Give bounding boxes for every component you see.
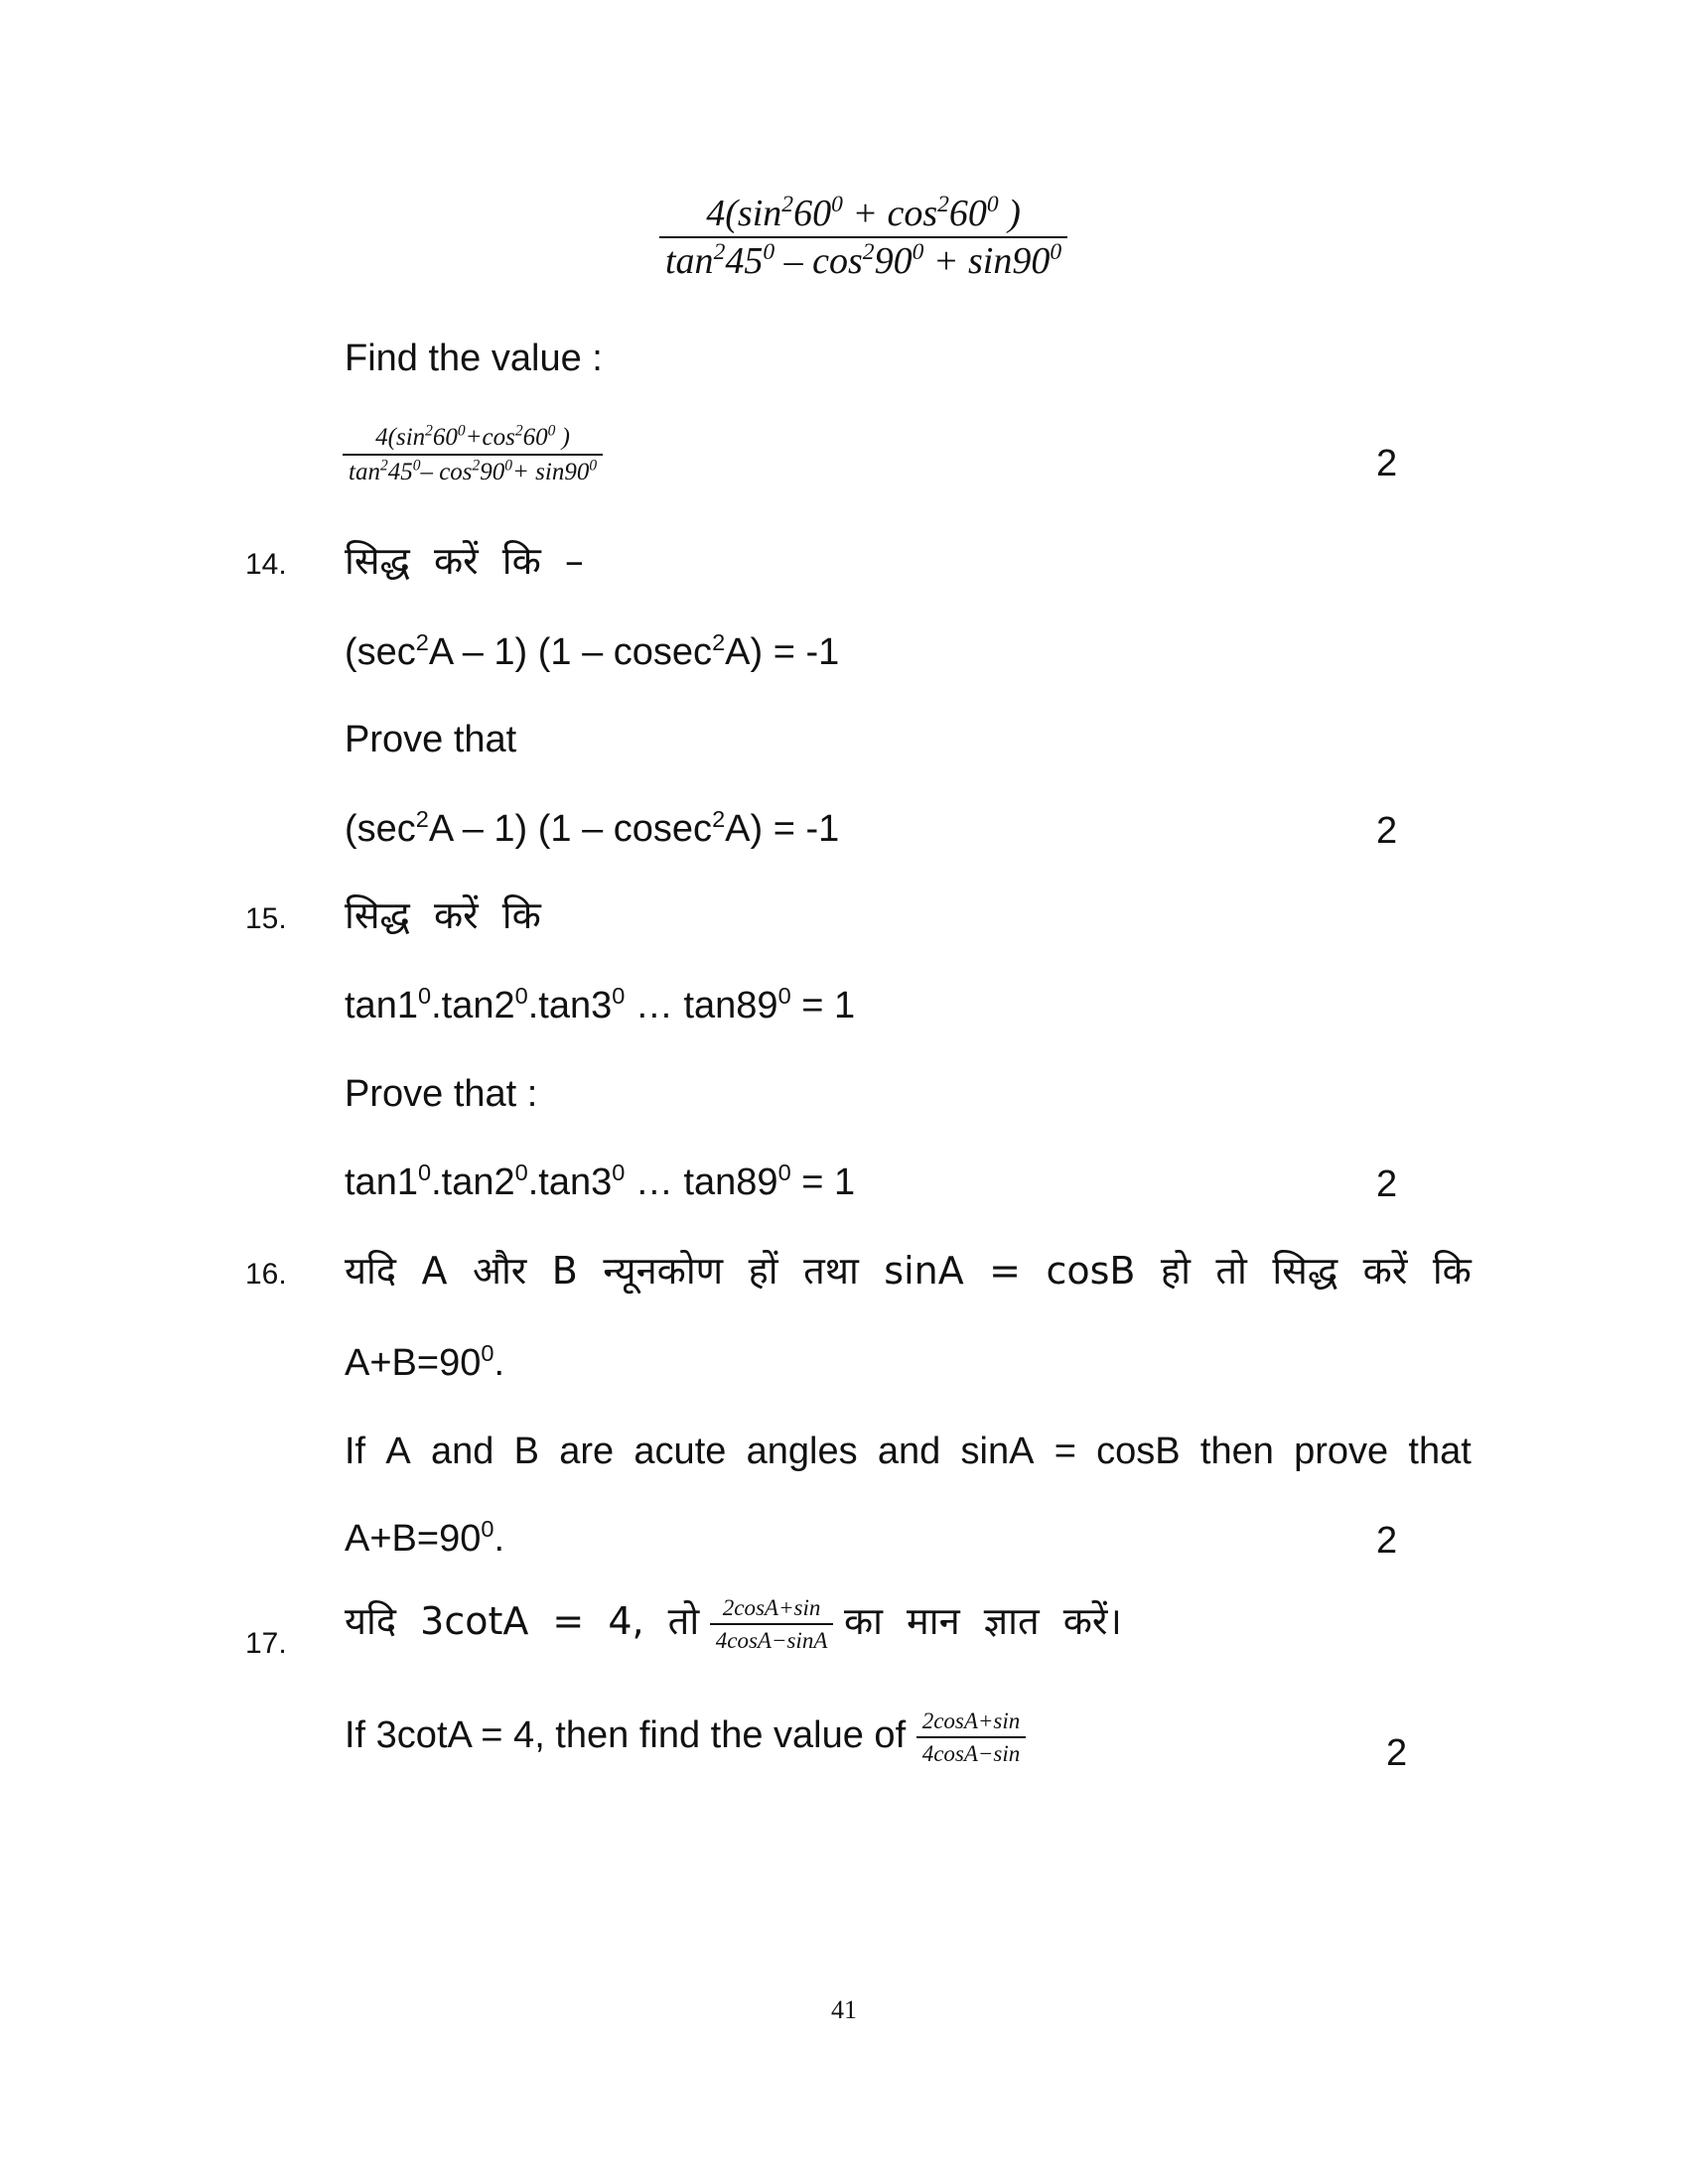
equation: [345, 628, 840, 673]
math-text: sin: [395, 424, 426, 451]
result: [345, 1515, 505, 1560]
find-value-label: Find the value :: [345, 338, 603, 379]
superscript: 0: [412, 457, 421, 475]
math-text: 2cosA+sin: [722, 1595, 821, 1620]
math-text: 2cosA+sin: [921, 1708, 1021, 1733]
word: हों: [748, 1249, 778, 1293]
equation: [345, 1159, 856, 1203]
superscript: 0: [457, 422, 466, 440]
math-text: A) = -1: [725, 631, 840, 673]
word: हो: [1160, 1249, 1191, 1293]
math-text: – cos: [420, 459, 473, 485]
math-text: 4(: [375, 424, 396, 451]
english-prefix: If 3cotA = 4, then find the value of: [345, 1714, 907, 1757]
superscript: 2: [415, 628, 429, 655]
denominator: [710, 1623, 834, 1652]
equation: [345, 805, 840, 850]
math-text: .: [493, 1518, 505, 1560]
word: sinA: [884, 1249, 964, 1293]
math-text: .tan3: [527, 1161, 613, 1203]
fraction: [343, 422, 603, 485]
word: और: [472, 1249, 527, 1293]
math-text: tan: [349, 459, 380, 485]
equation: [345, 982, 856, 1026]
superscript: 2: [712, 805, 726, 832]
superscript: 0: [986, 191, 999, 217]
word: B: [551, 1249, 578, 1293]
word: angles: [746, 1431, 858, 1472]
fraction: [710, 1596, 834, 1652]
math-text: .tan3: [527, 985, 613, 1026]
word: then: [1199, 1431, 1274, 1472]
math-text: + sin90: [512, 459, 590, 485]
superscript: 0: [417, 982, 432, 1009]
math-text: = 1: [790, 985, 856, 1026]
math-text: A – 1) (1 – cosec: [428, 631, 713, 673]
superscript: 0: [514, 1159, 528, 1185]
superscript: 0: [912, 238, 924, 265]
math-text: A+B=90: [345, 1342, 482, 1384]
hindi-line: [345, 1596, 1122, 1652]
word: cosB: [1046, 1249, 1136, 1293]
word: that: [1408, 1431, 1472, 1472]
math-text: tan1: [345, 1161, 418, 1203]
math-text: A) = -1: [725, 808, 840, 850]
math-text: … tan89: [625, 1161, 778, 1203]
math-text: tan1: [345, 985, 418, 1026]
superscript: 0: [612, 1159, 626, 1185]
superscript: 2: [415, 805, 429, 832]
header-formula: [659, 191, 1067, 282]
superscript: 0: [831, 191, 843, 217]
denominator: [343, 454, 603, 484]
superscript: 0: [547, 422, 556, 440]
hindi-suffix: का मान ज्ञात करें।: [843, 1599, 1122, 1644]
superscript: 0: [481, 1515, 494, 1542]
word: तो: [1215, 1249, 1247, 1293]
math-text: 4cosA−sin: [921, 1741, 1021, 1766]
word: cosB: [1096, 1431, 1181, 1472]
question-number: 15.: [245, 902, 287, 935]
math-text: ): [555, 424, 570, 451]
word: सिद्ध: [1272, 1249, 1338, 1293]
word: यदि: [345, 1249, 397, 1293]
page-number: 41: [831, 1995, 857, 2024]
superscript: 0: [612, 982, 626, 1009]
math-text: +cos: [465, 424, 515, 451]
math-text: 4cosA−sinA: [715, 1628, 828, 1653]
superscript: 0: [514, 982, 528, 1009]
superscript: 2: [937, 191, 949, 217]
superscript: 2: [713, 238, 726, 265]
superscript: 2: [514, 422, 523, 440]
math-text: tan: [665, 240, 714, 282]
marks: 2: [1376, 1163, 1398, 1205]
q13-formula: [343, 422, 603, 485]
word: B: [513, 1431, 539, 1472]
word: कि: [1432, 1249, 1472, 1293]
marks: 2: [1376, 810, 1398, 852]
word: If: [345, 1431, 366, 1472]
math-text: .: [493, 1342, 505, 1384]
question-number: 17.: [245, 1627, 287, 1660]
math-text: (sec: [345, 808, 416, 850]
word: prove: [1294, 1431, 1389, 1472]
hindi-text: सिद्ध करें कि –: [345, 539, 584, 583]
word: and: [430, 1431, 494, 1472]
math-text: (sec: [345, 631, 416, 673]
word: A: [385, 1431, 411, 1472]
superscript: 2: [862, 238, 875, 265]
fraction: [659, 191, 1067, 282]
word: A: [421, 1249, 448, 1293]
math-text: 60: [522, 424, 548, 451]
question-number: 14.: [245, 548, 287, 581]
word: करें: [1362, 1249, 1408, 1293]
math-text: 45: [725, 240, 764, 282]
math-text: A – 1) (1 – cosec: [428, 808, 713, 850]
math-text: .tan2: [431, 1161, 515, 1203]
superscript: 0: [417, 1159, 432, 1185]
numerator: [916, 1709, 1027, 1736]
english-text: [345, 1433, 1472, 1470]
math-text: A+B=90: [345, 1518, 482, 1560]
math-text: 90: [874, 240, 913, 282]
math-text: 45: [387, 459, 413, 485]
math-text: 60: [432, 424, 458, 451]
numerator: [717, 1596, 827, 1623]
math-text: ): [998, 193, 1021, 234]
word: =: [989, 1249, 1022, 1293]
math-text: = 1: [790, 1161, 856, 1203]
math-text: sin: [737, 193, 782, 234]
math-text: 60: [793, 193, 832, 234]
word: are: [559, 1431, 615, 1472]
word: तथा: [803, 1249, 859, 1293]
superscript: 2: [379, 457, 388, 475]
superscript: 0: [589, 457, 598, 475]
math-text: + cos: [842, 193, 938, 234]
superscript: 2: [472, 457, 481, 475]
superscript: 0: [777, 1159, 791, 1185]
marks: 2: [1376, 443, 1398, 484]
math-text: .tan2: [431, 985, 515, 1026]
superscript: 0: [481, 1339, 494, 1366]
marks: 2: [1376, 1520, 1398, 1562]
fraction: [916, 1709, 1027, 1765]
word: न्यूनकोण: [603, 1249, 724, 1293]
math-text: – cos: [774, 240, 863, 282]
marks: 2: [1386, 1732, 1408, 1774]
word: sinA: [960, 1431, 1035, 1472]
superscript: 2: [781, 191, 794, 217]
hindi-text: सिद्ध करें कि: [345, 893, 541, 937]
math-text: 4(: [706, 193, 738, 234]
superscript: 0: [504, 457, 513, 475]
numerator: [700, 191, 1027, 236]
denominator: [916, 1736, 1027, 1765]
hindi-prefix: यदि 3cotA = 4, तो: [345, 1599, 700, 1644]
english-line: [345, 1709, 1026, 1765]
numerator: [369, 422, 576, 454]
math-text: 60: [948, 193, 987, 234]
denominator: [659, 236, 1067, 280]
superscript: 0: [777, 982, 791, 1009]
superscript: 2: [712, 628, 726, 655]
word: =: [1054, 1431, 1076, 1472]
hindi-text: [345, 1249, 1472, 1293]
superscript: 0: [1050, 238, 1062, 265]
result: [345, 1339, 505, 1384]
math-text: … tan89: [625, 985, 778, 1026]
superscript: 2: [425, 422, 433, 440]
math-text: 90: [480, 459, 505, 485]
word: and: [877, 1431, 941, 1472]
english-text: Prove that :: [345, 1073, 538, 1115]
math-text: + sin90: [923, 240, 1051, 282]
superscript: 0: [763, 238, 775, 265]
word: acute: [633, 1431, 727, 1472]
english-text: Prove that: [345, 719, 517, 760]
question-number: 16.: [245, 1258, 287, 1291]
